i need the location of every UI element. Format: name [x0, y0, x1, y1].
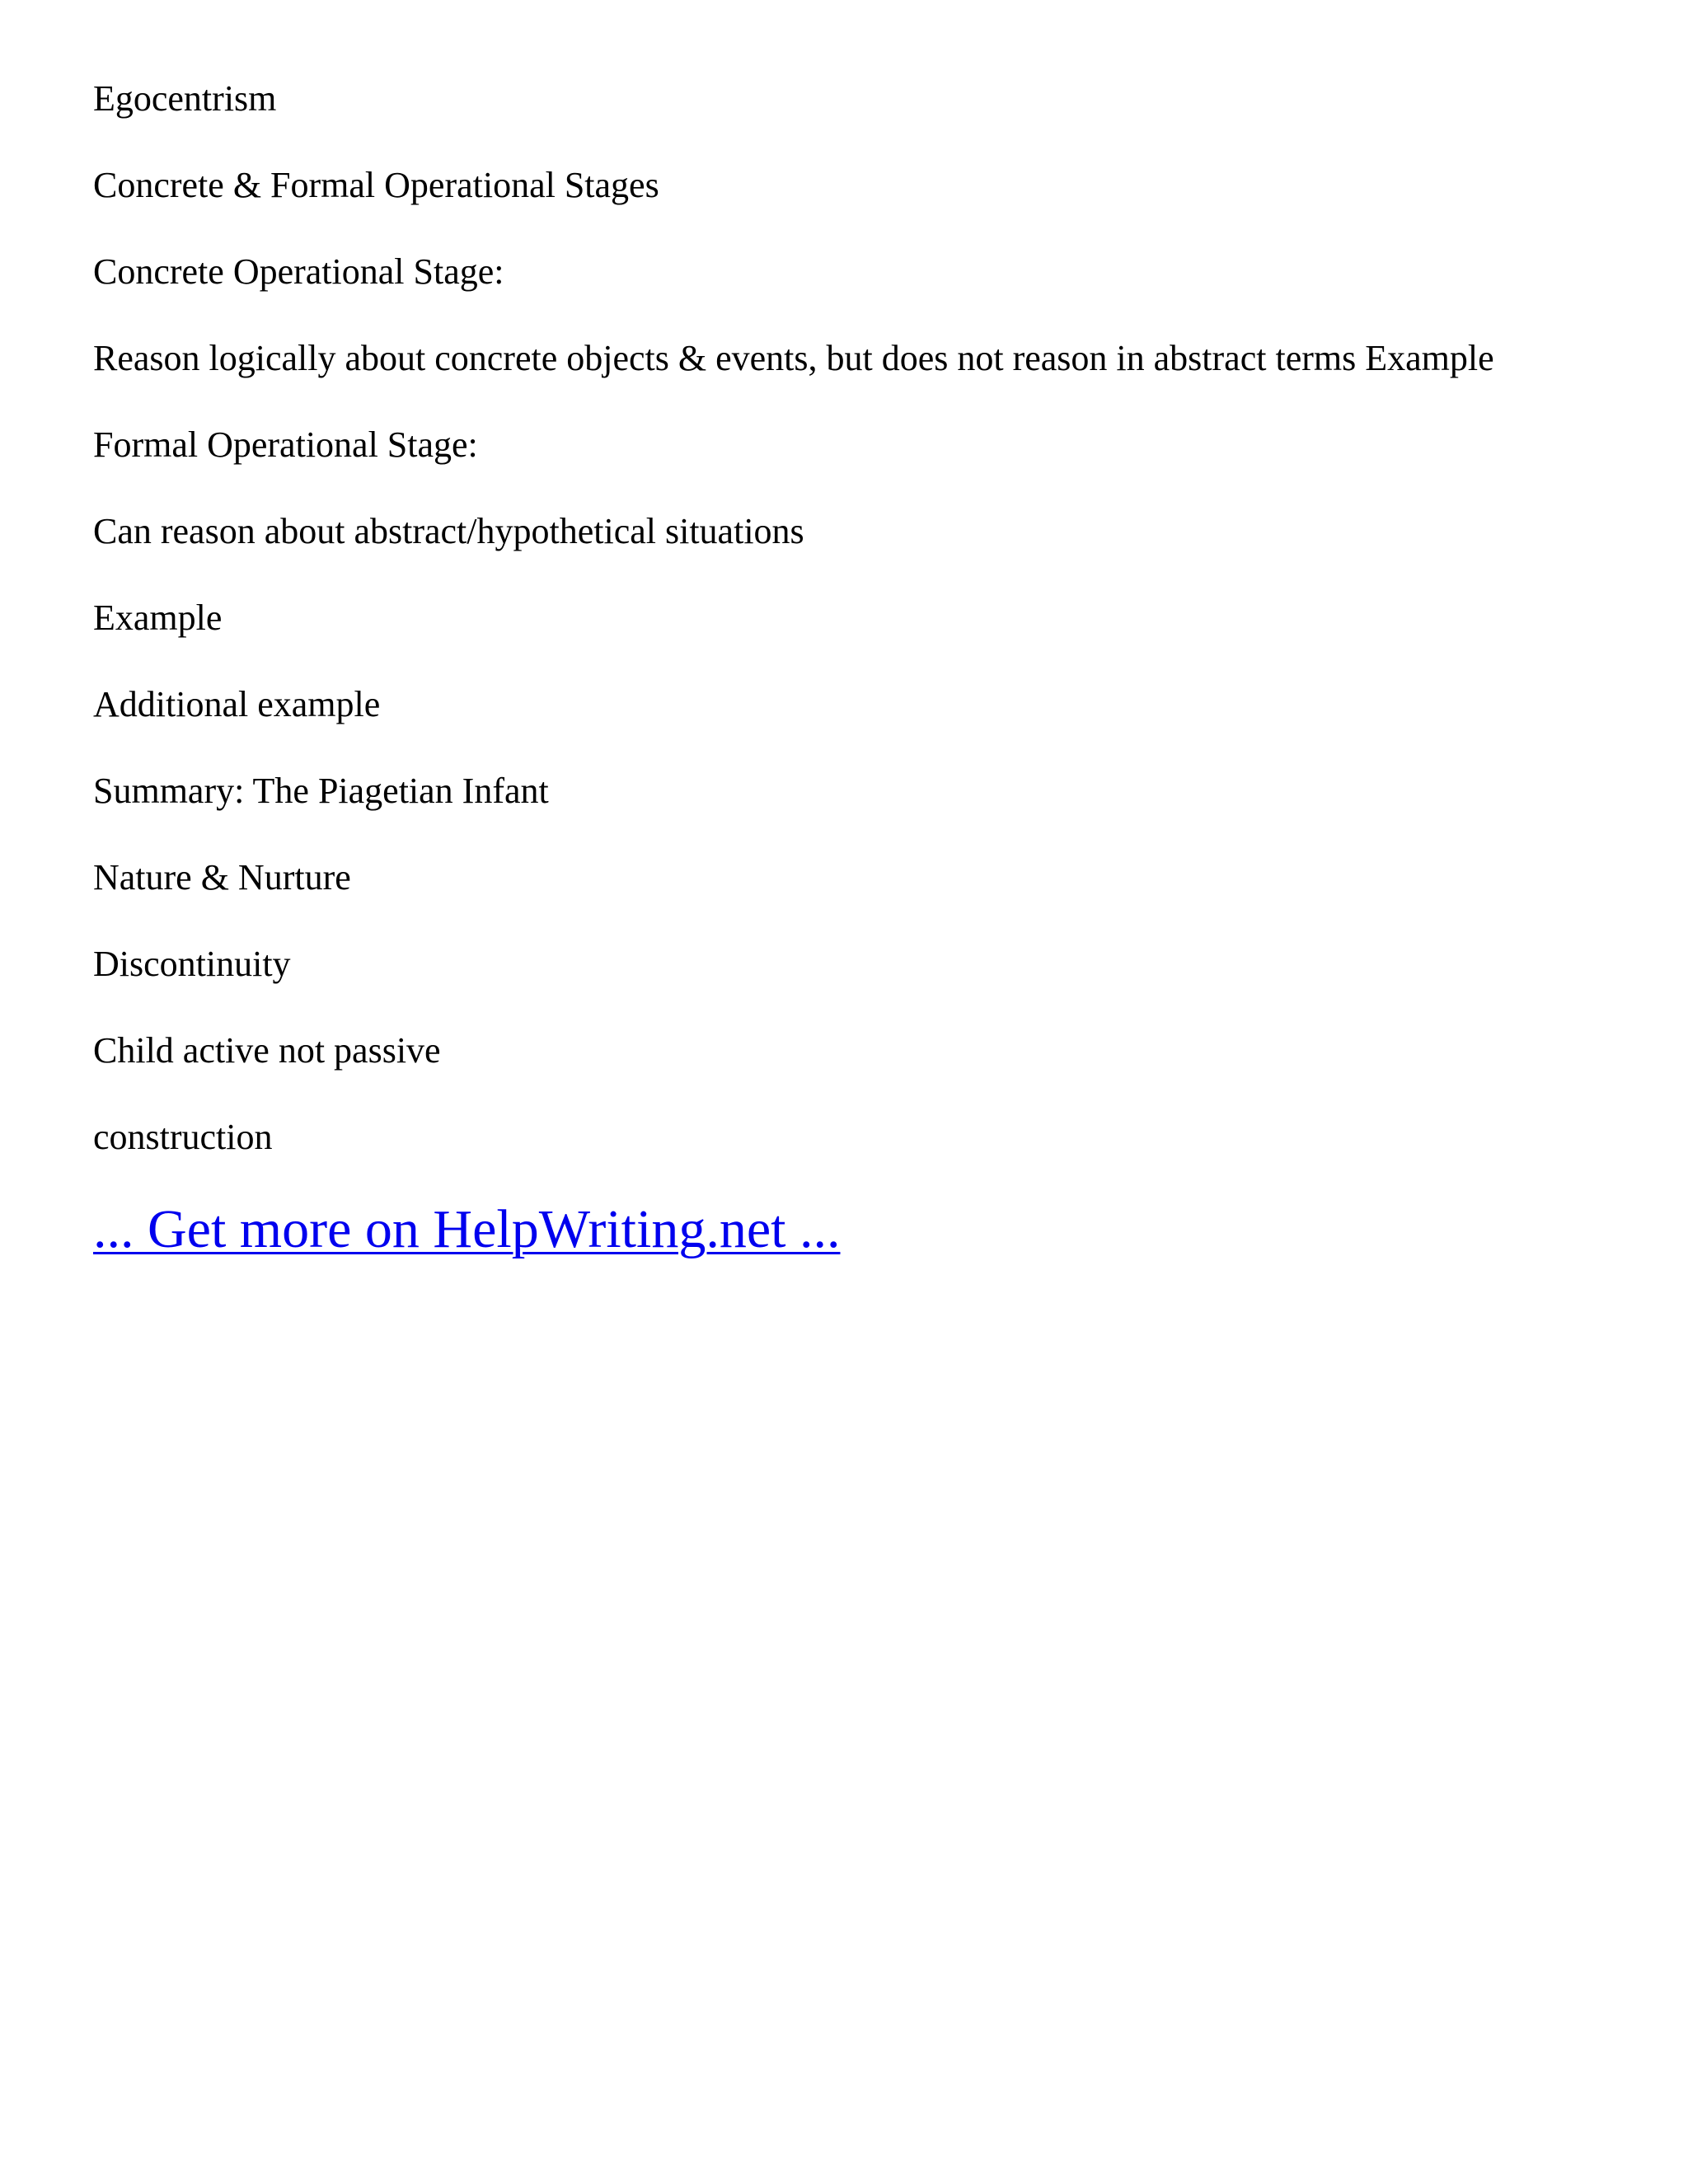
heading-summary: Summary: The Piagetian Infant	[93, 771, 549, 811]
text-abstract-reasoning: Can reason about abstract/hypothetical situations	[93, 511, 804, 551]
document-body	[93, 74, 1659, 1199]
text-concrete-reasoning: Reason logically about concrete objects & events, but does not reason in abstract terms Example	[93, 338, 1494, 378]
heading-concrete-operational-stage: Concrete Operational Stage:	[93, 251, 504, 292]
text-additional-example: Additional example	[93, 684, 381, 724]
text-example: Example	[93, 598, 223, 638]
heading-egocentrism: Egocentrism	[93, 78, 277, 119]
get-more-link[interactable]: ... Get more on HelpWriting.net ...	[93, 1199, 841, 1259]
text-nature-nurture: Nature & Nurture	[93, 857, 351, 898]
text-discontinuity: Discontinuity	[93, 944, 291, 984]
text-construction: construction	[93, 1117, 273, 1157]
text-child-active: Child active not passive	[93, 1030, 441, 1071]
heading-concrete-formal-stages: Concrete & Formal Operational Stages	[93, 165, 659, 205]
heading-formal-operational-stage: Formal Operational Stage:	[93, 424, 478, 465]
